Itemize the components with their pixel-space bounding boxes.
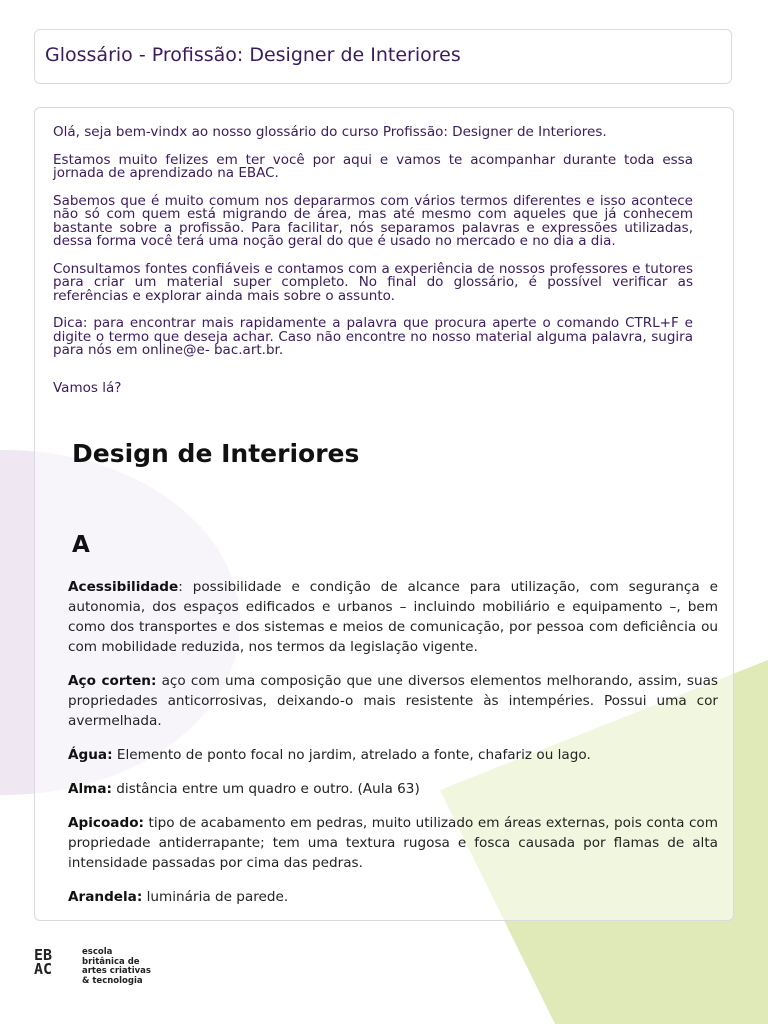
glossary-term: Água: [68, 747, 113, 763]
glossary-definition: luminária de parede. [142, 889, 289, 905]
glossary-definition: Elemento de ponto focal no jardim, atrelado a fonte, chafariz ou lago. [112, 747, 591, 763]
logo-text-line: britânica de [82, 956, 140, 967]
glossary-entry [68, 813, 718, 873]
glossary-entry [68, 671, 718, 731]
logo-text-line: & tecnologia [82, 975, 143, 986]
content-box [34, 107, 734, 921]
glossary-term: Alma: [68, 781, 112, 797]
glossary-definition: aço com uma composição que une diversos elementos melhorando, assim, suas propriedades anticorrosivas, deixando-o mais resistente às intempéries. Possui uma cor avermelhada. [68, 673, 718, 729]
glossary-term: Aço corten: [68, 673, 157, 689]
logo-mark-line: AC [34, 960, 53, 978]
glossary-entry [68, 577, 718, 657]
intro-paragraph: Estamos muito felizes em ter você por aqui e vamos te acompanhar durante toda essa jornada de aprendizado na EBAC. [53, 151, 693, 181]
logo-text-line: artes criativas [82, 966, 151, 976]
glossary-entry [68, 887, 718, 907]
intro-paragraph: Consultamos fontes confiáveis e contamos com a experiência de nossos professores e tutores para criar um material super completo. No final do glossário, é possível verificar as referências e explorar ainda mais sobre o assunto. [53, 260, 693, 304]
glossary-list [68, 577, 718, 921]
glossary-term: Arandela: [68, 889, 143, 905]
glossary-term: Apicoado: [68, 815, 144, 831]
letter-heading: A [72, 532, 90, 558]
logo-mark [34, 948, 52, 976]
glossary-separator: : [178, 579, 183, 595]
glossary-entry [68, 779, 718, 799]
logo-text [82, 948, 202, 986]
section-title: Design de Interiores [72, 439, 360, 468]
glossary-definition: distância entre um quadro e outro. (Aula 63) [111, 781, 420, 797]
logo-mark-line: EB [34, 946, 53, 964]
page-title: Glossário - Profissão: Designer de Interiores [45, 44, 461, 66]
glossary-definition: possibilidade e condição de alcance para utilização, com segurança e autonomia, dos espaços edificados e urbanos – incluindo mobiliário e equipamento –, bem como dos transportes e dos sistemas e meios de comunicação, por pessoa com deficiência ou com mobilidade reduzida, nos termos da legislação vigente. [68, 579, 718, 655]
intro-paragraph: Dica: para encontrar mais rapidamente a palavra que procura aperte o comando CTRL+F e digite o termo que deseja achar. Caso não encontre no nosso material alguma palavra, sugira para nós em online@e- bac.art.br. [53, 315, 693, 358]
intro-paragraph: Olá, seja bem-vindx ao nosso glossário do curso Profissão: Designer de Interiores. [53, 124, 607, 140]
glossary-term: Acessibilidade [68, 579, 179, 595]
intro-text [53, 126, 693, 409]
glossary-entry [68, 745, 718, 765]
intro-paragraph: Sabemos que é muito comum nos depararmos com vários termos diferentes e isso acontece não só com quem está migrando de área, mas até mesmo com aqueles que já conhecem bastante sobre a profissão. Para facilitar, nós separamos palavras e expressões utilizadas, dessa forma você terá uma noção geral do que é usado no mercado e no dia a dia. [53, 192, 693, 249]
intro-paragraph: Vamos lá? [53, 379, 122, 396]
glossary-definition: tipo de acabamento em pedras, muito utilizado em áreas externas, pois conta com propriedade antiderrapante; tem uma textura rugosa e fosca causada por flamas de alta intensidade passadas por cima das pedras. [68, 815, 718, 871]
title-box [34, 29, 732, 84]
logo-text-line: escola [82, 947, 113, 957]
